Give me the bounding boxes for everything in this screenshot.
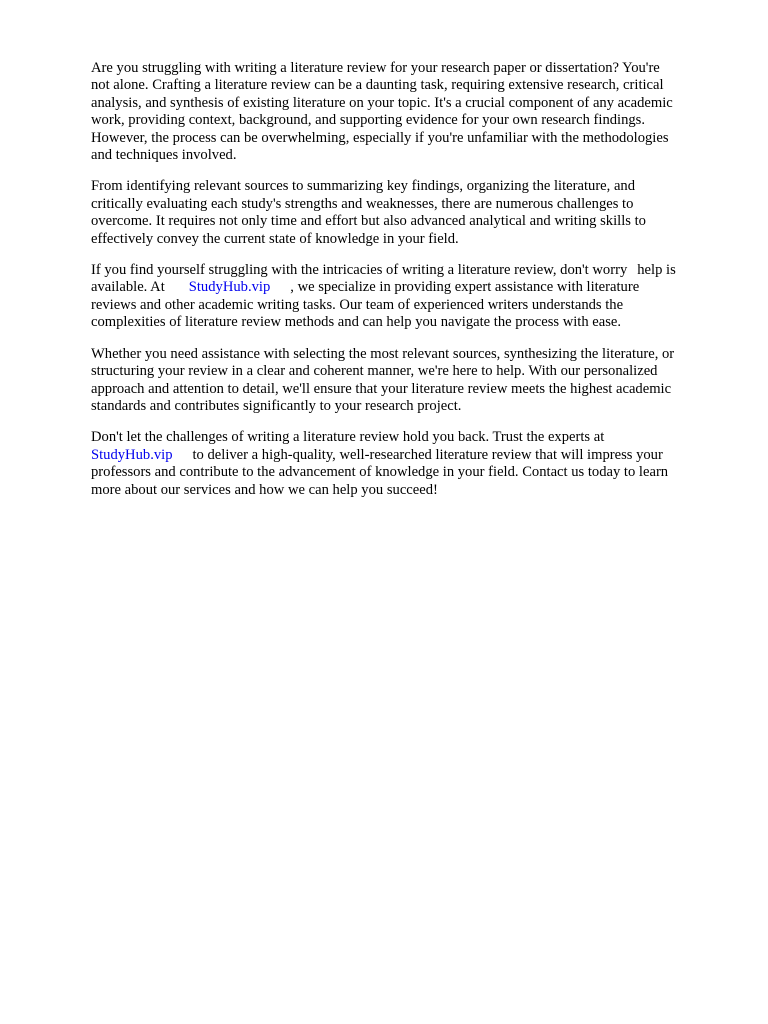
paragraph-3 xyxy=(91,262,731,332)
text-segment: available. At xyxy=(91,279,165,296)
document-page xyxy=(91,60,731,513)
text-line: standards and contributes significantly to your research project. xyxy=(91,397,462,414)
text-line: professors and contribute to the advancement of knowledge in your field. Contact us today to learn xyxy=(91,464,669,481)
text-line xyxy=(91,279,731,296)
text-line: work, providing context, background, and supporting evidence for your own research findings. xyxy=(91,112,646,129)
text-line xyxy=(91,262,731,279)
text-line: reviews and other academic writing tasks. Our team of experienced writers understands the xyxy=(91,296,624,313)
text-line: approach and attention to detail, we'll ensure that your literature review meets the highest academic xyxy=(91,380,672,397)
text-line: However, the process can be overwhelming, especially if you're unfamiliar with the methodologies xyxy=(91,129,669,146)
text-line: and techniques involved. xyxy=(91,147,237,164)
text-segment: to deliver a high-quality, well-researched literature review that will impress your xyxy=(192,446,663,463)
text-line xyxy=(91,447,731,464)
text-line: critically evaluating each study's strengths and weaknesses, there are numerous challenges to xyxy=(91,195,634,212)
text-segment: help is xyxy=(637,262,676,279)
text-segment: , we specialize in providing expert assistance with literature xyxy=(290,279,640,296)
paragraph-4 xyxy=(91,346,731,416)
text-line: Don't let the challenges of writing a literature review hold you back. Trust the experts at xyxy=(91,429,605,446)
text-line: effectively convey the current state of knowledge in your field. xyxy=(91,230,459,247)
text-line: more about our services and how we can help you succeed! xyxy=(91,481,438,498)
text-line: structuring your review in a clear and coherent manner, we're here to help. With our personalized xyxy=(91,363,658,380)
text-line: analysis, and synthesis of existing literature on your topic. It's a crucial component of any academic xyxy=(91,94,673,111)
text-line: From identifying relevant sources to summarizing key findings, organizing the literature, and xyxy=(91,178,636,195)
text-line: Are you struggling with writing a literature review for your research paper or dissertation? You're xyxy=(91,60,660,76)
text-line: complexities of literature review methods and can help you navigate the process with ease. xyxy=(91,314,622,331)
text-line: Whether you need assistance with selecting the most relevant sources, synthesizing the literature, or xyxy=(91,345,675,362)
text-segment: If you find yourself struggling with the intricacies of writing a literature review, don't worry xyxy=(91,262,628,279)
paragraph-1 xyxy=(91,60,731,164)
paragraph-2 xyxy=(91,178,731,248)
text-line: not alone. Crafting a literature review can be a daunting task, requiring extensive research, critical xyxy=(91,77,664,94)
studyhub-link[interactable]: StudyHub.vip xyxy=(188,279,271,296)
paragraph-5 xyxy=(91,429,731,499)
studyhub-link[interactable]: StudyHub.vip xyxy=(91,446,173,463)
text-line: overcome. It requires not only time and effort but also advanced analytical and writing skills to xyxy=(91,213,646,230)
